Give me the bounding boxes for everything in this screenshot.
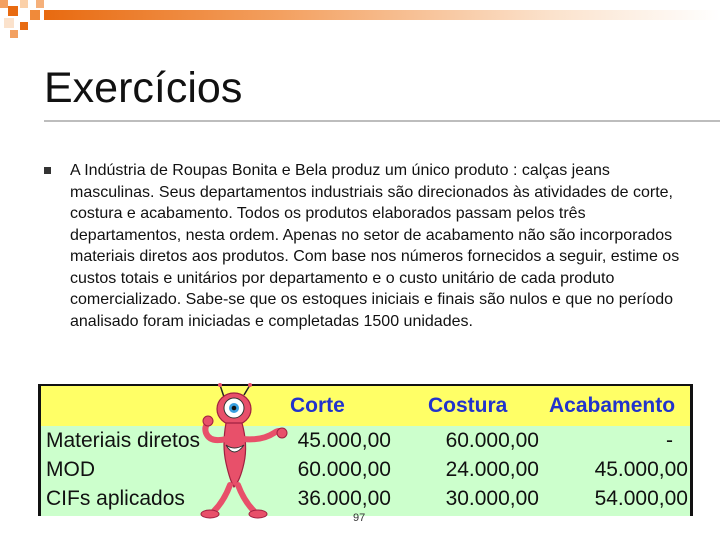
cell-cifs-acabamento: 54.000,00: [594, 487, 688, 510]
cell-cifs-costura: 30.000,00: [445, 487, 539, 510]
header-corte: Corte: [290, 394, 345, 417]
exercise-paragraph: A Indústria de Roupas Bonita e Bela produz um único produto : calças jeans masculinas. Seus departamentos industriais são direcionados às atividades de corte, costura e acabamento. Todos os produtos elaborados passam pelos três departamentos, nesta ordem. Apenas no setor de acabamento não são incorporados materiais diretos aos produtos. Com base nos números fornecidos a seguir, estime os custos totais e unitários por departamento e o custo unitário de cada produto comercializado. Sabe-se que os estoques iniciais e finais são nulos e que no período analisado foram iniciadas e completadas 1500 unidades.: [70, 162, 680, 330]
page-number: 97: [353, 512, 366, 524]
cell-mod-corte: 60.000,00: [297, 458, 391, 481]
table-left-border: [38, 384, 41, 516]
header-gradient-bar: [44, 10, 720, 20]
cell-mod-costura: 24.000,00: [445, 458, 539, 481]
cell-cifs-corte: 36.000,00: [297, 487, 391, 510]
cell-mod-acabamento: 45.000,00: [594, 458, 688, 481]
cell-materiais-costura: 60.000,00: [445, 429, 539, 452]
corner-decoration: [0, 0, 720, 40]
cell-materiais-corte: 45.000,00: [297, 429, 391, 452]
mascot-clipart-icon: [196, 383, 288, 521]
header-costura: Costura: [428, 394, 508, 417]
slide-title: Exercícios: [44, 64, 243, 112]
row-label-materiais: Materiais diretos: [46, 429, 201, 452]
row-label-cifs: CIFs aplicados: [46, 487, 185, 510]
table-right-border: [690, 384, 693, 516]
bullet-square-icon: [44, 167, 51, 174]
cell-materiais-acabamento: -: [666, 429, 673, 452]
title-divider: [44, 120, 720, 122]
header-acabamento: Acabamento: [549, 394, 676, 417]
cost-table: [38, 384, 693, 516]
row-label-mod: MOD: [46, 458, 95, 481]
